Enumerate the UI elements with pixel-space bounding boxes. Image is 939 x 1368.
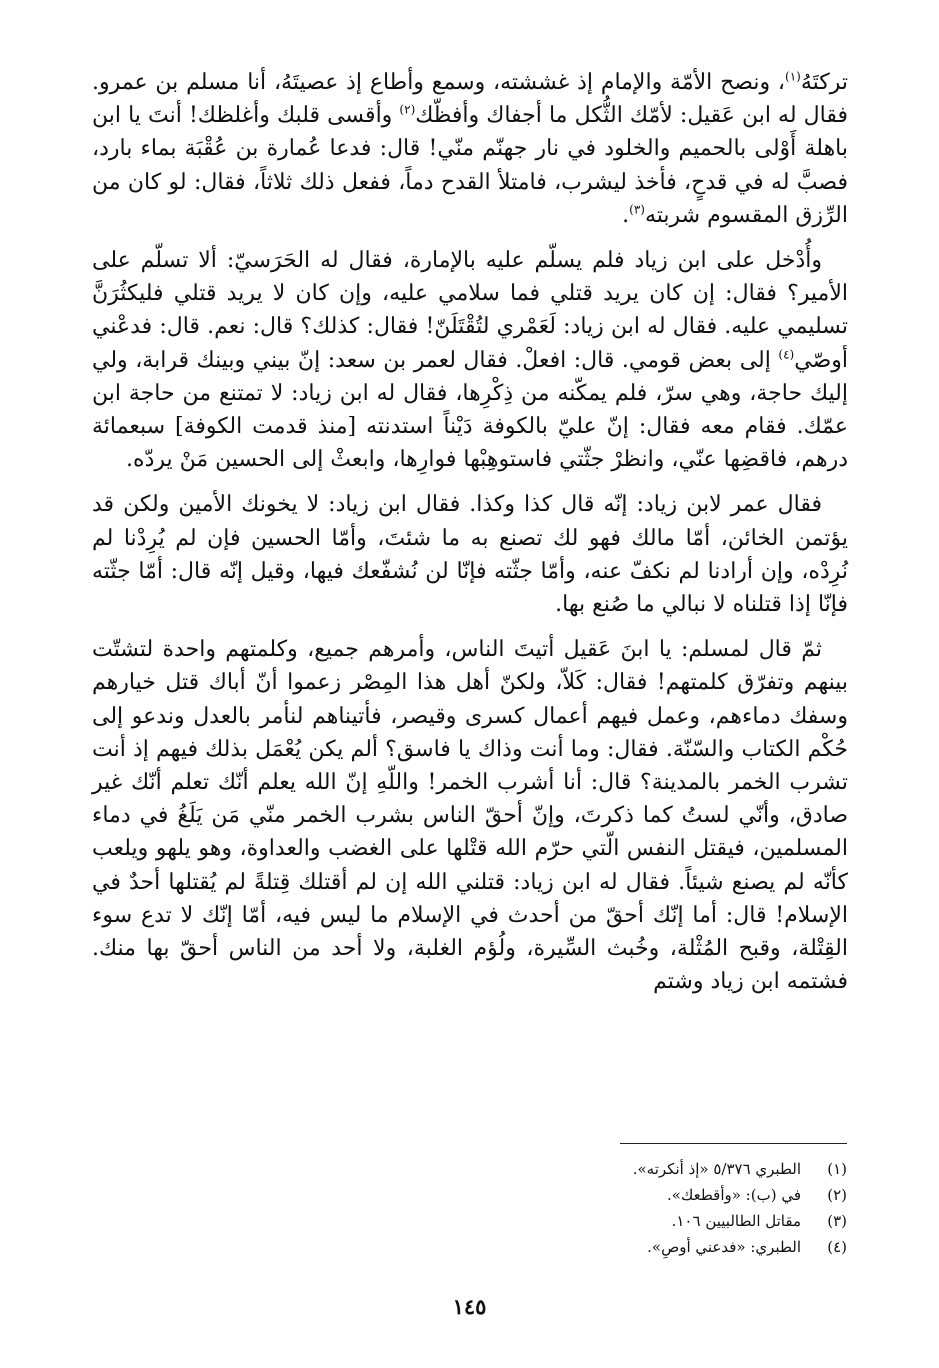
footnote-number: (٢) — [827, 1186, 847, 1204]
footnote-text: الطبري ٥/٣٧٦ «إذ أنكرته». — [632, 1160, 801, 1178]
footnote-text: في (ب): «وأقطعك». — [667, 1186, 801, 1204]
footnote-ref: (٣) — [629, 202, 645, 217]
footnote-ref: (١) — [785, 69, 801, 84]
paragraph: وأُدْخل على ابن زياد فلم يسلّم عليه بالإمارة، فقال له الحَرَسيّ: ألا تسلّم على الأمير؟ فقال: إن كان يريد قتلي فما سلامي عليه، وإن كان لا يريد قتلي فليكثُرَنَّ تسليمي عليه. فقال له ابن زياد: لَعَمْري لتُقْتَلَنّ! فقال: كذلك؟ قال: نعم. قال: فدعْني أوصّي$^{(٤)}$ إلى بعض قومي. قال: افعلْ. فقال لعمر بن سعد: إنّ بيني وبينك قرابة، ولي إليك حاجة، وهي سرّ، فلم يمكّنه من ذِكْرِها، فقال له ابن زياد: لا تمتنع من حاجة ابن عمّك. فقام معه فقال: إنّ عليّ بالكوفة دَيْناً استدنته [منذ قدمت الكوفة] سبعمائة درهم، فاقضِها عنّي، وانظرْ جثّتي فاستوهِبْها فوارِها، وابعثْ إلى الحسين مَنْ يردّه. — [92, 248, 848, 473]
page-number: ١٤٥ — [452, 1294, 487, 1319]
paragraph: ثمّ قال لمسلم: يا ابنَ عَقيل أتيتَ الناس، وأمرهم جميع، وكلمتهم واحدة لتشتّت بينهم وتفرّق كلمتهم! فقال: كَلاّ، ولكنّ أهل هذا المِصْر زعموا أنّ أباك قتل خيارهم وسفك دماءهم، وعمل فيهم أعمال كسرى وقيصر، فأتيناهم لنأمر بالعدل وندعو إلى حُكْم الكتاب والسّنّة. فقال: وما أنت وذاك يا فاسق؟ ألم يكن يُعْمَل بذلك فيهم إذ أنت تشرب الخمر بالمدينة؟ قال: أنا أشرب الخمر! واللّهِ إنّ الله يعلم أنّك تعلم أنّك غير صادق، وأنّي لستُ كما ذكرتَ، وإنّ أحقّ الناس بشرب الخمر منّي مَن يَلَغُ في دماء المسلمين، فيقتل النفس الّتي حرّم الله قتْلها على الغضب والعداوة، وهو يلهو ويلعب كأنّه لم يصنع شيئاً. فقال له ابن زياد: قتلني الله إن لم أقتلك قِتلةً لم يُقتلها أحدٌ في الإسلام! قال: أما إنّك أحقّ من أحدث في الإسلام ما ليس فيه، أمّا إنّك لا تدع سوء القِتْلة، وقبح المُثْلة، وخُبث السِّيرة، ولُؤم الغلبة، ولا أحد من الناس أحقّ بها منك. فشتمه ابن زياد وشتم — [92, 637, 848, 995]
footnote-text: مقاتل الطالبيين ١٠٦. — [671, 1212, 801, 1230]
footnote — [427, 1182, 847, 1208]
footnote-divider — [620, 1143, 847, 1144]
footnote-number: (١) — [827, 1160, 847, 1178]
page-body — [92, 66, 848, 1010]
paragraph: فقال عمر لابن زياد: إنّه قال كذا وكذا. فقال ابن زياد: لا يخونك الأمين ولكن قد يؤتمن الخائن، أمّا مالك فهو لك تصنع به ما شئتَ، وأمّا الحسين فإن لم يُرِدْنا لم نُرِدْه، وإن أرادنا لم نكفّ عنه، وأمّا جثّته فإنّا لن نُشفّعك فيها، وقيل إنّه قال: أمّا جثّته فإنّا إذا قتلناه لا نبالي ما صُنع بها. — [92, 492, 848, 618]
footnote-number: (٣) — [827, 1212, 847, 1230]
paragraph: تركتَهُ$^{(١)}$، ونصح الأمّة والإمام إذ غششته، وسمع وأطاع إذ عصيتَهُ، أنا مسلم بن عمرو. فقال له ابن عَقيل: لأمّك الثُّكل ما أجفاك وأفظّك$^{(٢)}$ وأقسى قلبك وأغلظك! أنتَ يا ابن باهلة أَوْلى بالحميم والخلود في نار جهنّم منّي! قال: فدعا عُمارة بن عُقْبَة بماء بارد، فصبَّ له في قدحٍ، فأخذ ليشرب، فامتلأ القدح دماً، ففعل ذلك ثلاثاً، فقال: لو كان من الرِّزق المقسوم شربته$^{(٣)}$. — [92, 69, 848, 228]
footnote-text: الطبري: «فدعني أوصِ». — [647, 1238, 801, 1256]
footnote — [427, 1234, 847, 1260]
footnote-ref: (٤) — [778, 347, 795, 362]
footnote — [427, 1156, 847, 1182]
footnotes — [427, 1156, 847, 1260]
footnote-number: (٤) — [827, 1238, 847, 1256]
footnote — [427, 1208, 847, 1234]
footnote-ref: (٢) — [399, 102, 416, 117]
